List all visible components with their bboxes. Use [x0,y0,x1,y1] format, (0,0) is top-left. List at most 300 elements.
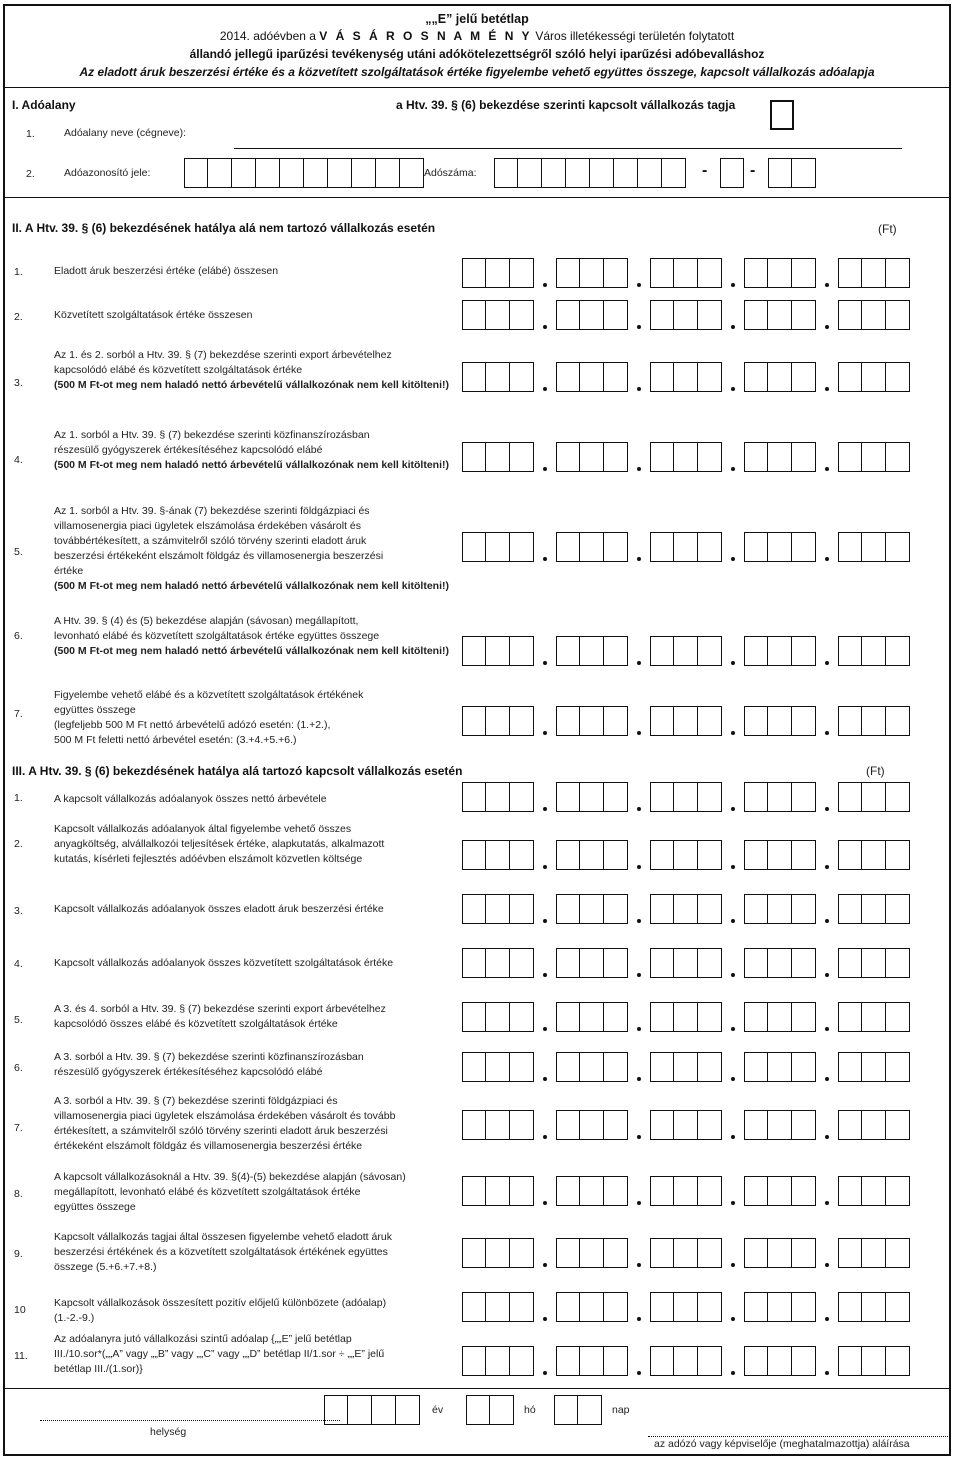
digit-box[interactable] [768,1110,792,1140]
digit-box[interactable] [604,840,628,870]
digit-box[interactable] [768,1176,792,1206]
digit-box[interactable] [698,948,722,978]
digit-box-group[interactable] [462,300,534,330]
digit-box[interactable] [650,1346,674,1376]
digit-box[interactable] [604,1346,628,1376]
digit-box[interactable] [768,840,792,870]
digit-box-group[interactable] [744,948,816,978]
digit-box[interactable] [838,1292,862,1322]
digit-box-group[interactable] [650,1052,722,1082]
digit-box[interactable] [604,706,628,736]
digit-box[interactable] [510,258,534,288]
digit-box[interactable] [556,1176,580,1206]
digit-box[interactable] [510,300,534,330]
digit-box[interactable] [510,1346,534,1376]
digit-box[interactable] [674,442,698,472]
digit-box[interactable] [674,1346,698,1376]
digit-box[interactable] [792,706,816,736]
digit-box-group[interactable] [744,636,816,666]
taxpayer-name-field[interactable] [234,148,902,149]
digit-box[interactable] [674,1110,698,1140]
digit-box[interactable] [862,1238,886,1268]
digit-box-group[interactable] [838,840,910,870]
digit-box[interactable] [744,1346,768,1376]
digit-box[interactable] [838,706,862,736]
digit-box[interactable] [556,948,580,978]
digit-box[interactable] [556,782,580,812]
digit-box[interactable] [862,948,886,978]
digit-box[interactable] [604,300,628,330]
digit-box-group[interactable] [556,532,628,562]
digit-box[interactable] [768,636,792,666]
digit-box[interactable] [604,1176,628,1206]
digit-box[interactable] [650,706,674,736]
digit-box[interactable] [744,894,768,924]
digit-box-group[interactable] [462,894,534,924]
digit-box-group[interactable] [556,894,628,924]
digit-box-group[interactable] [838,782,910,812]
digit-box[interactable] [580,1176,604,1206]
digit-box-group[interactable] [556,1110,628,1140]
digit-box[interactable] [604,1292,628,1322]
digit-box[interactable] [556,1238,580,1268]
digit-box[interactable] [838,362,862,392]
digit-box[interactable] [886,1292,910,1322]
digit-box[interactable] [462,1238,486,1268]
digit-box[interactable] [650,362,674,392]
digit-box[interactable] [698,1238,722,1268]
digit-box[interactable] [348,1395,372,1425]
digit-box[interactable] [580,706,604,736]
digit-box-group[interactable] [838,1238,910,1268]
digit-box[interactable] [698,1002,722,1032]
digit-box[interactable] [328,158,352,188]
digit-box[interactable] [604,1110,628,1140]
digit-box[interactable] [886,1110,910,1140]
digit-box-group[interactable] [462,1346,534,1376]
digit-box[interactable] [556,258,580,288]
digit-box[interactable] [650,840,674,870]
digit-box-group[interactable] [838,1176,910,1206]
digit-box[interactable] [580,1110,604,1140]
place-field[interactable] [40,1420,340,1421]
digit-box-group[interactable] [650,1176,722,1206]
digit-box-group[interactable] [744,1176,816,1206]
tax-number-boxes-3[interactable] [768,158,816,188]
digit-box[interactable] [580,782,604,812]
digit-box[interactable] [556,1002,580,1032]
digit-box[interactable] [862,636,886,666]
digit-box[interactable] [886,706,910,736]
digit-box[interactable] [674,1052,698,1082]
digit-box[interactable] [556,442,580,472]
digit-box[interactable] [486,258,510,288]
digit-box[interactable] [744,1110,768,1140]
digit-box[interactable] [886,1346,910,1376]
digit-box-group[interactable] [554,1395,602,1425]
digit-box-group[interactable] [650,1292,722,1322]
sec3-amount-boxes[interactable] [462,894,910,924]
digit-box[interactable] [518,158,542,188]
digit-box[interactable] [372,1395,396,1425]
digit-box[interactable] [838,532,862,562]
digit-box[interactable] [650,1238,674,1268]
digit-box[interactable] [768,1238,792,1268]
digit-box[interactable] [768,706,792,736]
digit-box-group[interactable] [650,782,722,812]
digit-box[interactable] [698,1292,722,1322]
digit-box-group[interactable] [650,1346,722,1376]
digit-box[interactable] [580,300,604,330]
digit-box[interactable] [792,948,816,978]
digit-box[interactable] [184,158,208,188]
digit-box-group[interactable] [650,362,722,392]
digit-box[interactable] [650,442,674,472]
digit-box[interactable] [580,442,604,472]
digit-box[interactable] [698,258,722,288]
digit-box[interactable] [838,840,862,870]
digit-box-group[interactable] [462,948,534,978]
digit-box[interactable] [862,1052,886,1082]
digit-box-group[interactable] [838,948,910,978]
digit-box[interactable] [886,1176,910,1206]
digit-box-group[interactable] [556,706,628,736]
digit-box[interactable] [486,1238,510,1268]
digit-box[interactable] [792,1110,816,1140]
digit-box[interactable] [510,1052,534,1082]
digit-box[interactable] [744,442,768,472]
digit-box[interactable] [698,532,722,562]
digit-box-group[interactable] [838,894,910,924]
digit-box[interactable] [674,636,698,666]
digit-box[interactable] [462,1292,486,1322]
digit-box-group[interactable] [556,300,628,330]
digit-box-group[interactable] [744,706,816,736]
digit-box[interactable] [838,442,862,472]
digit-box-group[interactable] [650,948,722,978]
digit-box-group[interactable] [650,1002,722,1032]
digit-box[interactable] [580,362,604,392]
digit-box[interactable] [792,1002,816,1032]
digit-box[interactable] [580,532,604,562]
digit-box[interactable] [556,532,580,562]
digit-box[interactable] [886,948,910,978]
digit-box[interactable] [792,1292,816,1322]
digit-box[interactable] [650,948,674,978]
digit-box-group[interactable] [462,1292,534,1322]
digit-box[interactable] [604,258,628,288]
digit-box[interactable] [580,1052,604,1082]
digit-box[interactable] [462,706,486,736]
digit-box[interactable] [862,894,886,924]
digit-box[interactable] [838,894,862,924]
digit-box[interactable] [542,158,566,188]
digit-box[interactable] [604,636,628,666]
digit-box[interactable] [650,1110,674,1140]
digit-box[interactable] [486,840,510,870]
digit-box[interactable] [466,1395,490,1425]
digit-box-group[interactable] [462,706,534,736]
digit-box[interactable] [862,1002,886,1032]
digit-box[interactable] [580,1292,604,1322]
digit-box[interactable] [650,1002,674,1032]
digit-box[interactable] [604,532,628,562]
digit-box[interactable] [376,158,400,188]
digit-box[interactable] [604,948,628,978]
digit-box[interactable] [698,300,722,330]
digit-box[interactable] [486,1176,510,1206]
digit-box[interactable] [674,706,698,736]
digit-box-group[interactable] [556,1238,628,1268]
sec3-amount-boxes[interactable] [462,1002,910,1032]
digit-box[interactable] [556,1292,580,1322]
sec2-amount-boxes[interactable] [462,532,910,562]
digit-box[interactable] [862,1292,886,1322]
digit-box-group[interactable] [650,840,722,870]
digit-box[interactable] [698,1346,722,1376]
digit-box[interactable] [232,158,256,188]
digit-box[interactable] [862,1346,886,1376]
digit-box[interactable] [674,1238,698,1268]
digit-box[interactable] [304,158,328,188]
digit-box[interactable] [604,782,628,812]
digit-box[interactable] [744,782,768,812]
digit-box-group[interactable] [744,300,816,330]
digit-box[interactable] [862,1110,886,1140]
digit-box[interactable] [556,362,580,392]
digit-box[interactable] [768,948,792,978]
kapcsolt-member-checkbox[interactable] [770,100,794,130]
sec2-amount-boxes[interactable] [462,442,910,472]
digit-box-group[interactable] [744,1238,816,1268]
digit-box-group[interactable] [556,782,628,812]
digit-box-group[interactable] [650,1110,722,1140]
digit-box[interactable] [674,1292,698,1322]
digit-box-group[interactable] [466,1395,514,1425]
digit-box-group[interactable] [650,258,722,288]
digit-box[interactable] [590,158,614,188]
digit-box[interactable] [698,1176,722,1206]
digit-box[interactable] [604,894,628,924]
digit-box[interactable] [792,1238,816,1268]
digit-box[interactable] [400,158,424,188]
digit-box[interactable] [838,636,862,666]
digit-box-group[interactable] [462,1110,534,1140]
digit-box[interactable] [650,894,674,924]
digit-box-group[interactable] [720,158,744,188]
digit-box[interactable] [662,158,686,188]
digit-box[interactable] [462,1176,486,1206]
digit-box-group[interactable] [838,1346,910,1376]
digit-box[interactable] [886,894,910,924]
digit-box[interactable] [604,1002,628,1032]
sec3-amount-boxes[interactable] [462,948,910,978]
digit-box[interactable] [674,258,698,288]
digit-box[interactable] [862,840,886,870]
digit-box[interactable] [744,1238,768,1268]
digit-box[interactable] [352,158,376,188]
digit-box[interactable] [792,636,816,666]
digit-box[interactable] [744,1292,768,1322]
digit-box[interactable] [792,1176,816,1206]
digit-box-group[interactable] [556,442,628,472]
digit-box[interactable] [674,948,698,978]
digit-box[interactable] [838,1176,862,1206]
digit-box[interactable] [486,894,510,924]
sec3-amount-boxes[interactable] [462,840,910,870]
digit-box-group[interactable] [462,532,534,562]
digit-box-group[interactable] [744,782,816,812]
digit-box[interactable] [674,300,698,330]
digit-box[interactable] [698,782,722,812]
digit-box[interactable] [792,782,816,812]
digit-box[interactable] [744,636,768,666]
digit-box[interactable] [792,300,816,330]
digit-box-group[interactable] [462,782,534,812]
digit-box[interactable] [886,840,910,870]
digit-box[interactable] [462,1110,486,1140]
digit-box[interactable] [886,442,910,472]
digit-box-group[interactable] [650,706,722,736]
digit-box[interactable] [698,840,722,870]
digit-box-group[interactable] [838,1292,910,1322]
digit-box[interactable] [580,258,604,288]
digit-box[interactable] [462,894,486,924]
date-day-boxes[interactable] [554,1395,602,1425]
digit-box[interactable] [862,300,886,330]
digit-box[interactable] [838,782,862,812]
digit-box-group[interactable] [744,442,816,472]
digit-box[interactable] [744,258,768,288]
digit-box[interactable] [396,1395,420,1425]
digit-box-group[interactable] [838,706,910,736]
digit-box-group[interactable] [650,894,722,924]
digit-box[interactable] [744,362,768,392]
digit-box[interactable] [674,1002,698,1032]
digit-box-group[interactable] [650,442,722,472]
digit-box[interactable] [792,1052,816,1082]
digit-box[interactable] [486,636,510,666]
digit-box[interactable] [744,532,768,562]
digit-box[interactable] [462,782,486,812]
digit-box[interactable] [462,1346,486,1376]
digit-box-group[interactable] [744,1110,816,1140]
digit-box-group[interactable] [462,636,534,666]
digit-box[interactable] [698,1110,722,1140]
sec2-amount-boxes[interactable] [462,362,910,392]
digit-box[interactable] [886,1002,910,1032]
digit-box-group[interactable] [462,1002,534,1032]
digit-box[interactable] [580,636,604,666]
digit-box[interactable] [886,1052,910,1082]
digit-box[interactable] [650,782,674,812]
digit-box-group[interactable] [838,442,910,472]
digit-box[interactable] [792,362,816,392]
digit-box[interactable] [580,1238,604,1268]
digit-box[interactable] [650,636,674,666]
digit-box[interactable] [768,782,792,812]
digit-box[interactable] [838,300,862,330]
digit-box-group[interactable] [650,636,722,666]
sec3-amount-boxes[interactable] [462,1176,910,1206]
digit-box[interactable] [462,442,486,472]
digit-box[interactable] [768,532,792,562]
digit-box[interactable] [886,300,910,330]
digit-box[interactable] [838,1110,862,1140]
digit-box[interactable] [720,158,744,188]
digit-box-group[interactable] [838,258,910,288]
digit-box[interactable] [486,706,510,736]
digit-box-group[interactable] [556,1292,628,1322]
digit-box[interactable] [838,1238,862,1268]
digit-box-group[interactable] [744,1292,816,1322]
digit-box-group[interactable] [556,1176,628,1206]
digit-box[interactable] [580,948,604,978]
digit-box[interactable] [838,1346,862,1376]
digit-box[interactable] [768,1002,792,1032]
digit-box[interactable] [580,894,604,924]
sec2-amount-boxes[interactable] [462,258,910,288]
sec3-amount-boxes[interactable] [462,1292,910,1322]
sec3-amount-boxes[interactable] [462,1110,910,1140]
digit-box[interactable] [768,362,792,392]
digit-box[interactable] [556,1052,580,1082]
digit-box[interactable] [674,894,698,924]
digit-box[interactable] [744,1176,768,1206]
digit-box-group[interactable] [744,894,816,924]
digit-box[interactable] [580,1346,604,1376]
digit-box[interactable] [698,636,722,666]
digit-box[interactable] [556,840,580,870]
digit-box[interactable] [486,532,510,562]
digit-box[interactable] [768,1292,792,1322]
digit-box-group[interactable] [838,1110,910,1140]
digit-box[interactable] [698,442,722,472]
digit-box[interactable] [838,1002,862,1032]
digit-box-group[interactable] [744,362,816,392]
digit-box[interactable] [698,362,722,392]
sec2-amount-boxes[interactable] [462,706,910,736]
digit-box-group[interactable] [462,1176,534,1206]
digit-box[interactable] [792,258,816,288]
digit-box[interactable] [862,706,886,736]
digit-box[interactable] [768,1346,792,1376]
digit-box[interactable] [486,782,510,812]
digit-box-group[interactable] [744,532,816,562]
tax-number-boxes-1[interactable] [494,158,686,188]
digit-box[interactable] [698,706,722,736]
digit-box[interactable] [768,300,792,330]
digit-box[interactable] [862,362,886,392]
digit-box-group[interactable] [556,362,628,392]
digit-box-group[interactable] [744,840,816,870]
digit-box[interactable] [510,894,534,924]
digit-box[interactable] [862,258,886,288]
digit-box[interactable] [556,300,580,330]
digit-box[interactable] [650,300,674,330]
digit-box[interactable] [462,1052,486,1082]
digit-box-group[interactable] [556,1002,628,1032]
digit-box-group[interactable] [744,258,816,288]
digit-box[interactable] [604,442,628,472]
digit-box[interactable] [510,532,534,562]
signature-field[interactable] [648,1436,948,1437]
digit-box-group[interactable] [768,158,816,188]
digit-box[interactable] [886,532,910,562]
digit-box-group[interactable] [650,300,722,330]
digit-box-group[interactable] [556,636,628,666]
digit-box[interactable] [556,1346,580,1376]
